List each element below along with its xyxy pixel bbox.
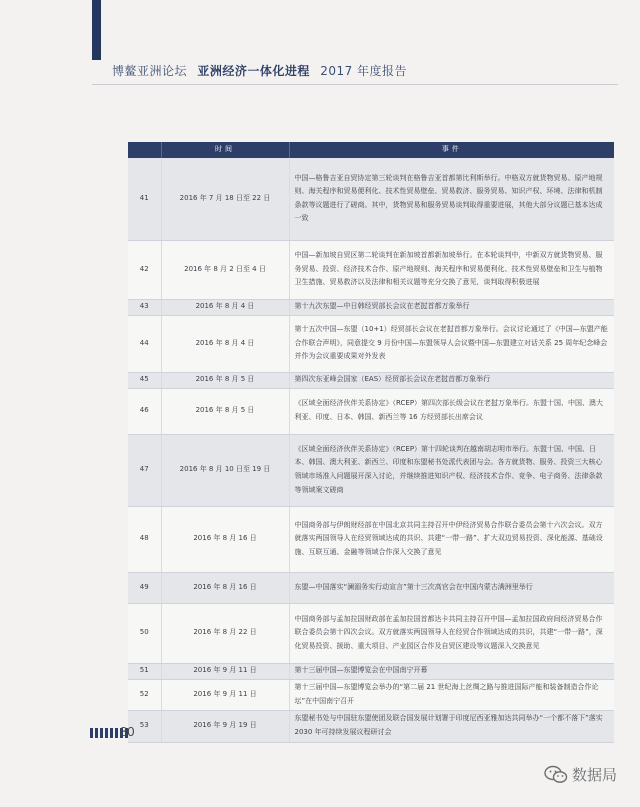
- table-row: [128, 506, 614, 572]
- table-row: [128, 372, 614, 388]
- row-event: 第十三届中国—东盟博览会在中国南宁开幕: [289, 663, 614, 679]
- table-row: [128, 315, 614, 372]
- row-event: 第十九次东盟—中日韩经贸部长会议在老挝首都万象举行: [289, 299, 614, 315]
- row-time: 2016 年 8 月 22 日: [161, 603, 289, 663]
- row-number: 49: [128, 572, 161, 603]
- row-number: 51: [128, 663, 161, 679]
- row-event: 第十三届中国—东盟博览会举办的“第二届 21 世纪海上丝绸之路与推进国际产能和装备制造合作论坛”在中国南宁召开: [289, 679, 614, 710]
- table-row: [128, 603, 614, 663]
- forum-name: 博鳌亚洲论坛: [112, 64, 188, 78]
- row-number: 53: [128, 710, 161, 742]
- row-event: 东盟—中国落实“澜湄务实行动宣言”第十三次高官会在中国内蒙古满洲里举行: [289, 572, 614, 603]
- table-row: [128, 434, 614, 506]
- row-event: 第四次东亚峰会国家（EAS）经贸部长会议在老挝首都万象举行: [289, 372, 614, 388]
- row-time: 2016 年 8 月 5 日: [161, 372, 289, 388]
- row-time: 2016 年 9 月 19 日: [161, 710, 289, 742]
- row-event: 《区域全面经济伙伴关系协定》（RCEP）第四次部长级会议在老挝万象举行。东盟十国、中国、澳大利亚、印度、日本、韩国、新西兰等 16 方经贸部长出席会议: [289, 388, 614, 434]
- header-time: 时间: [161, 142, 289, 158]
- watermark-text: 数据局: [572, 766, 618, 784]
- row-time: 2016 年 8 月 10 日至 19 日: [161, 434, 289, 506]
- row-number: 50: [128, 603, 161, 663]
- table-row: [128, 679, 614, 710]
- header-rule: [92, 84, 618, 85]
- wechat-icon: [544, 765, 568, 785]
- table-row: [128, 240, 614, 299]
- running-head: [112, 62, 413, 79]
- events-table: [128, 142, 614, 743]
- row-time: 2016 年 9 月 11 日: [161, 679, 289, 710]
- table-row: [128, 572, 614, 603]
- row-number: 41: [128, 158, 161, 240]
- table-header-row: [128, 142, 614, 158]
- row-number: 44: [128, 315, 161, 372]
- row-event: 中国—格鲁吉亚自贸协定第三轮谈判在格鲁吉亚首都第比利斯举行。中格双方就货物贸易、原产地规则、海关程序和贸易便利化、技术性贸易壁垒、贸易救济、服务贸易、知识产权、环境、法律和机制条款等议题进行了磋商。其中，货物贸易和服务贸易谈判取得重要进展，其他大部分议题已基本达成一致: [289, 158, 614, 240]
- row-time: 2016 年 8 月 4 日: [161, 315, 289, 372]
- row-number: 42: [128, 240, 161, 299]
- row-number: 43: [128, 299, 161, 315]
- row-number: 46: [128, 388, 161, 434]
- row-time: 2016 年 8 月 16 日: [161, 506, 289, 572]
- page-number: 80: [120, 724, 135, 739]
- spine-bar: [92, 0, 101, 60]
- row-time: 2016 年 8 月 16 日: [161, 572, 289, 603]
- row-event: 中国—新加坡自贸区第二轮谈判在新加坡首都新加坡举行。在本轮谈判中，中新双方就货物贸易、服务贸易、投资、经济技术合作、原产地规则、海关程序和贸易便利化、技术性贸易壁垒和卫生与植物卫生措施、贸易救济以及法律和相关议题等充分交换了意见，谈判取得积极进展: [289, 240, 614, 299]
- report-year: 2017 年度报告: [320, 64, 408, 78]
- book-title: 亚洲经济一体化进程: [197, 64, 310, 78]
- row-number: 45: [128, 372, 161, 388]
- row-time: 2016 年 9 月 11 日: [161, 663, 289, 679]
- watermark: [544, 764, 617, 785]
- row-time: 2016 年 8 月 4 日: [161, 299, 289, 315]
- row-event: 中国商务部与孟加拉国财政部在孟加拉国首都达卡共同主持召开中国—孟加拉国政府间经济贸易合作联合委员会第十四次会议。双方就落实两国领导人在经贸合作领域达成的共识，共建“一带一路”，深化贸易投资、援助、重大项目、产业园区合作及自贸区建设等议题深入交换意见: [289, 603, 614, 663]
- row-number: 52: [128, 679, 161, 710]
- row-time: 2016 年 8 月 5 日: [161, 388, 289, 434]
- row-event: 东盟秘书处与中国驻东盟使团及联合国发展计划署于印度尼西亚雅加达共同举办“一个都不落下”落实 2030 年可持续发展议程研讨会: [289, 710, 614, 742]
- table-row: [128, 710, 614, 742]
- row-time: 2016 年 8 月 2 日至 4 日: [161, 240, 289, 299]
- row-number: 47: [128, 434, 161, 506]
- row-time: 2016 年 7 月 18 日至 22 日: [161, 158, 289, 240]
- header-number: [128, 142, 161, 158]
- header-event: 事件: [289, 142, 614, 158]
- row-event: 《区域全面经济伙伴关系协定》（RCEP）第十四轮谈判在越南胡志明市举行。东盟十国、中国、日本、韩国、澳大利亚、新西兰、印度和东盟秘书处派代表团与会。各方就货物、服务、投资三大核心领域市场准入问题展开深入讨论，并继续推进知识产权、经济技术合作、竞争、电子商务、法律条款等领域案文磋商: [289, 434, 614, 506]
- table-row: [128, 388, 614, 434]
- table-row: [128, 663, 614, 679]
- row-event: 中国商务部与伊朗财经部在中国北京共同主持召开中伊经济贸易合作联合委员会第十六次会议。双方就落实两国领导人在经贸领域达成的共识、共建“一带一路”、扩大双边贸易投资、深化能源、基础设施、互联互通、金融等领域合作深入交换了意见: [289, 506, 614, 572]
- table-row: [128, 299, 614, 315]
- row-event: 第十五次中国—东盟（10+1）经贸部长会议在老挝首都万象举行。会议讨论通过了《中国—东盟产能合作联合声明》，同意提交 9 月份中国—东盟领导人会议暨中国—东盟建立对话关系 25 周年纪念峰会并作为会议重要成果对外发表: [289, 315, 614, 372]
- table-row: [128, 158, 614, 240]
- row-number: 48: [128, 506, 161, 572]
